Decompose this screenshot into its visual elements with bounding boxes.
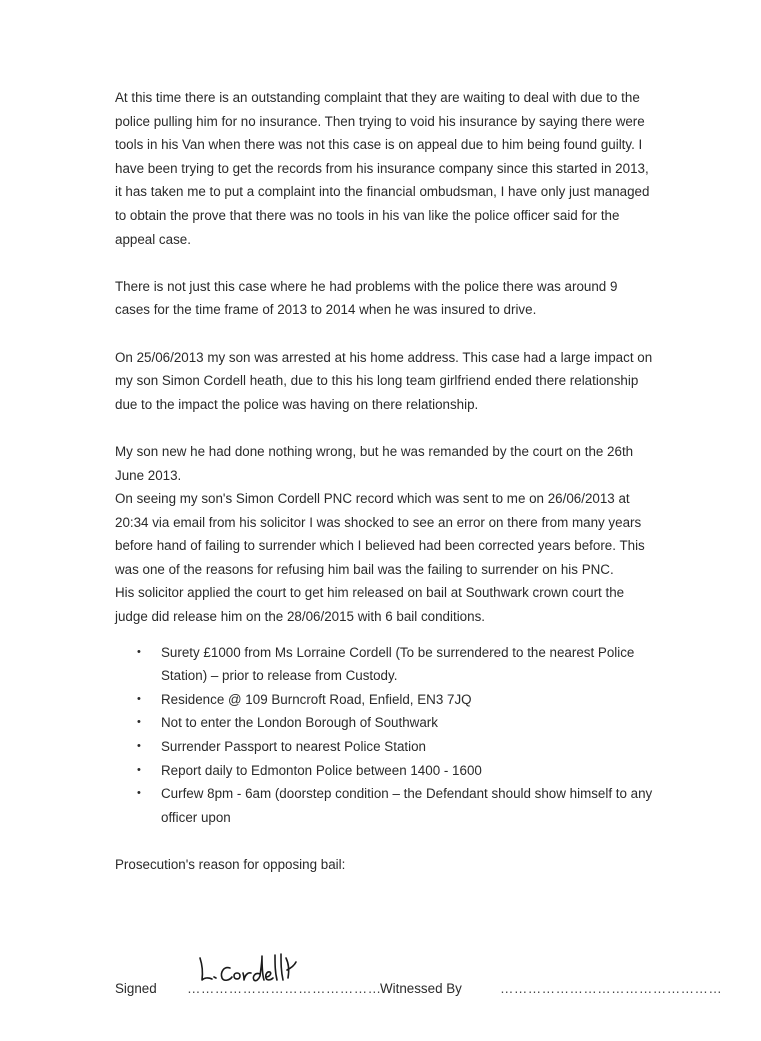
bullet-icon: • (137, 645, 141, 658)
witnessed-by-label: Witnessed By (380, 981, 462, 996)
bullet-icon: • (137, 692, 141, 705)
prosecution-reason-heading: Prosecution's reason for opposing bail: (115, 857, 346, 873)
bullet-icon: • (137, 740, 141, 753)
bail-condition-text: Curfew 8pm - 6am (doorstep condition – the Defendant should show himself to any officer upon (161, 786, 653, 825)
paragraph-bail-release: His solicitor applied the court to get him released on bail at Southwark crown court the judge did release him on the 28/06/2015 with 6 bail conditions. (115, 585, 625, 625)
list-item (115, 688, 655, 712)
document-body (115, 86, 655, 877)
list-item (115, 759, 655, 783)
signed-label: Signed (115, 981, 157, 996)
bullet-icon: • (137, 763, 141, 776)
bail-condition-text: Surrender Passport to nearest Police Station (161, 739, 426, 755)
list-item (115, 735, 655, 759)
list-item (115, 711, 655, 735)
bullet-icon: • (137, 787, 141, 800)
signed-line: …………………………………… (187, 981, 382, 996)
bail-condition-text: Not to enter the London Borough of Southwark (161, 715, 438, 731)
list-item (115, 782, 655, 829)
list-item (115, 641, 655, 688)
witnessed-line: ………………………………………… (500, 981, 723, 996)
bail-condition-text: Residence @ 109 Burncroft Road, Enfield, EN3 7JQ (161, 691, 472, 707)
paragraph-pnc-record: On seeing my son's Simon Cordell PNC record which was sent to me on 26/06/2013 at 20:34 via email from his solicitor I was shocked to see an error on there from many years before hand of failing to surrender which I believed had been corrected years before. This was one of the reasons for refusing him bail was the failing to surrender on his PNC. (115, 491, 645, 577)
paragraph-police-cases: There is not just this case where he had problems with the police there was around 9 cases for the time frame of 2013 to 2014 when he was insured to drive. (115, 278, 618, 318)
signature-row (115, 978, 723, 1002)
paragraph-insurance-complaint: At this time there is an outstanding complaint that they are waiting to deal with due to the police pulling him for no insurance. Then trying to void his insurance by saying there were tools in his Van when there was not this case is on appeal due to him being found guilty. I have been trying to get the records from his insurance company since this started in 2013, it has taken me to put a complaint into the financial ombudsman, I have only just managed to obtain the prove that there was no tools in his van like the police officer said for the appeal case. (115, 90, 650, 247)
bail-condition-text: Surety £1000 from Ms Lorraine Cordell (To be surrendered to the nearest Police Station) – prior to release from Custody. (161, 644, 635, 684)
bullet-icon: • (137, 716, 141, 729)
paragraph-remand: My son new he had done nothing wrong, but he was remanded by the court on the 26th June 2013. (115, 443, 634, 483)
bail-condition-text: Report daily to Edmonton Police between 1400 - 1600 (161, 762, 482, 778)
paragraph-arrest: On 25/06/2013 my son was arrested at his home address. This case had a large impact on my son Simon Cordell heath, due to this his long team girlfriend ended there relationship due to the impact the police was having on there relationship. (115, 349, 653, 412)
bail-conditions-list (115, 641, 655, 830)
